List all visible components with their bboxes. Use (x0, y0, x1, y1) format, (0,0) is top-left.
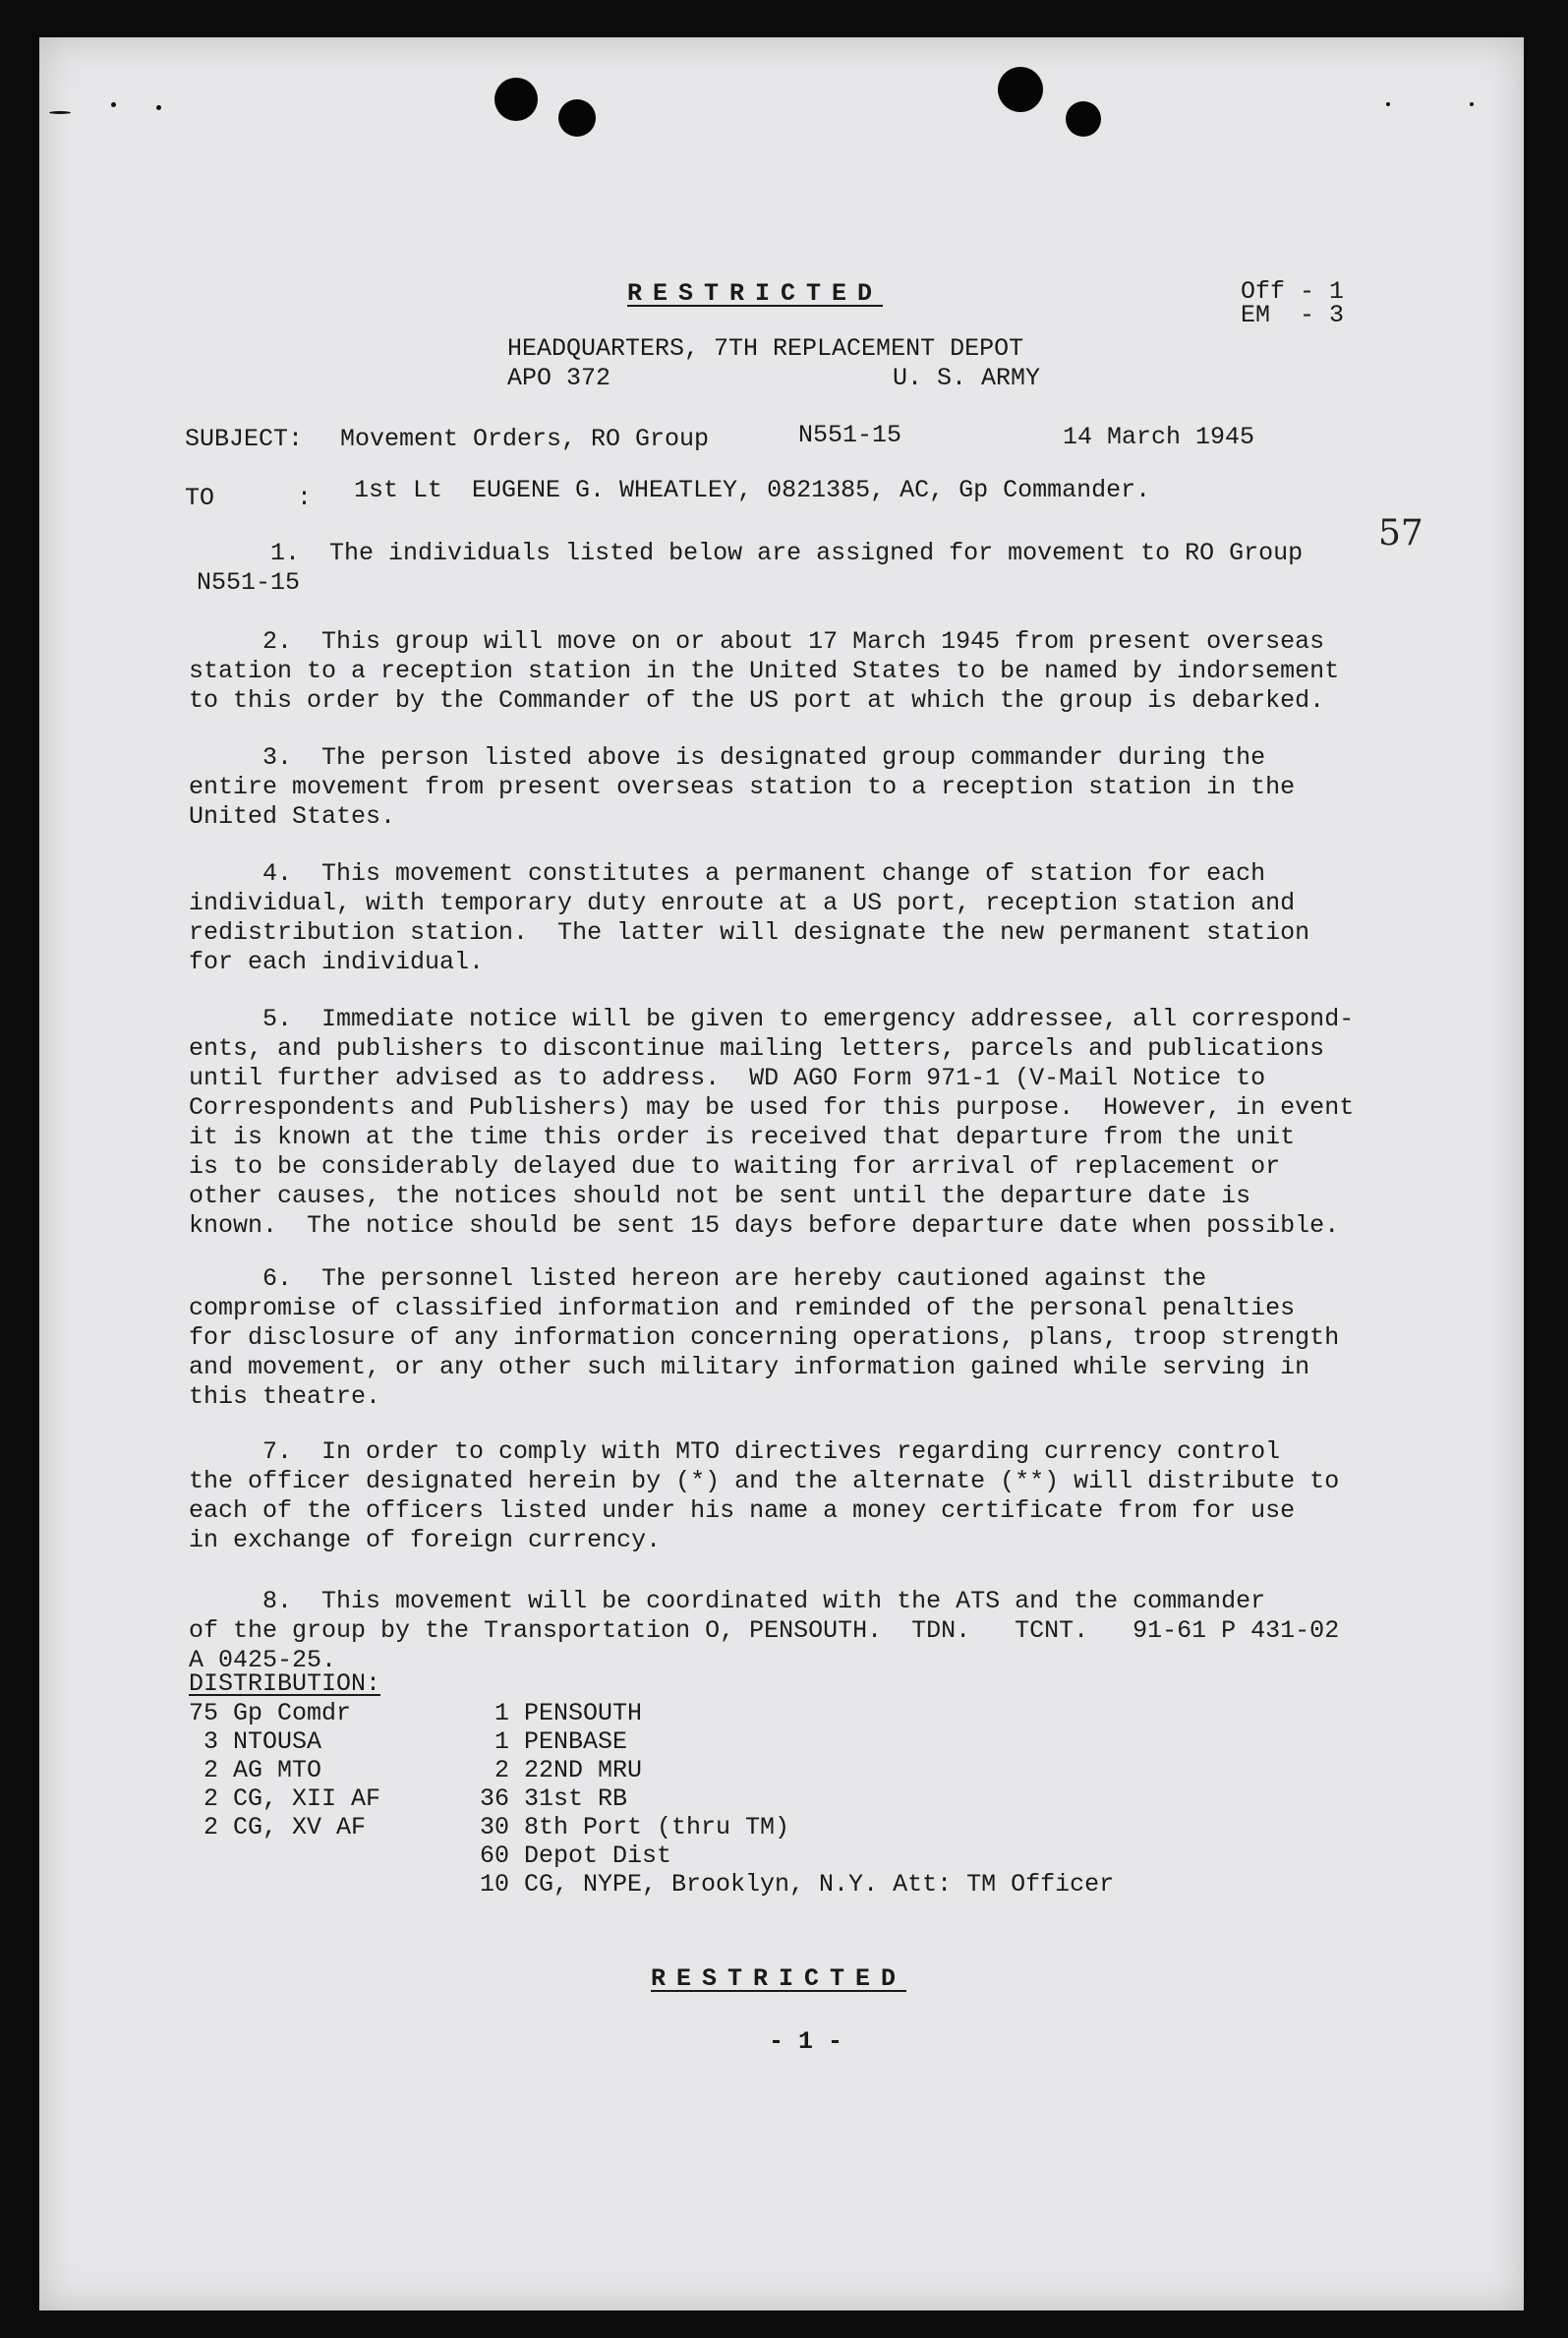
subject-label: SUBJECT: (185, 425, 304, 453)
classification-bottom: RESTRICTED (651, 1964, 907, 1993)
distribution-item: 1 PENSOUTH (480, 1699, 643, 1727)
speck (111, 102, 116, 107)
distribution-item: 30 8th Port (thru TM) (480, 1813, 790, 1841)
distribution-item: 36 31st RB (480, 1784, 628, 1813)
subject-date: 14 March 1945 (1063, 423, 1255, 451)
to-addressee: 1st Lt EUGENE G. WHEATLEY, 0821385, AC, Gp Commander. (354, 476, 1151, 504)
paragraph-4: 4. This movement constitutes a permanent change of station for each individual, with temporary duty enroute at a US port, reception station and redistribution station. The latter will designate the new permanent station for each individual. (189, 859, 1310, 976)
paragraph-5: 5. Immediate notice will be given to emergency addressee, all correspond- ents, and publishers to discontinue mailing letters, parcels and publications until further advised as to address. WD AGO Form 971-1 (V-Mail Notice to Correspondents and Publishers) may be used for this purpose. However, in event it is known at the time this order is received that departure from the unit is to be considerably delayed due to waiting for arrival of replacement or other causes, the notices should not be sent until the departure date is known. The notice should be sent 15 days before departure date when possible. (189, 1005, 1355, 1240)
subject-number: N551-15 (798, 421, 902, 449)
subject-text: Movement Orders, RO Group (340, 425, 710, 453)
copies-off: Off - 1 (1241, 277, 1345, 306)
distribution-item: 2 CG, XII AF (189, 1784, 381, 1813)
punch-hole-right-2 (1066, 101, 1101, 137)
page-number: - 1 - (769, 2027, 843, 2056)
paragraph-7: 7. In order to comply with MTO directives regarding currency control the officer designated herein by (*) and the alternate (**) will distribute to each of the officers listed under his name a money certificate from for use in exchange of foreign currency. (189, 1437, 1340, 1554)
speck (156, 105, 161, 110)
distribution-item: 2 22ND MRU (480, 1756, 643, 1784)
punch-hole-right-1 (998, 67, 1043, 112)
copies-em: EM - 3 (1241, 301, 1345, 329)
distribution-item: 75 Gp Comdr (189, 1699, 352, 1727)
distribution-item: 2 AG MTO (189, 1756, 322, 1784)
to-colon: : (297, 484, 313, 512)
hq-line-1: HEADQUARTERS, 7TH REPLACEMENT DEPOT (507, 334, 1024, 363)
speck (1386, 102, 1390, 106)
distribution-item: 1 PENBASE (480, 1727, 628, 1756)
punch-hole-left-2 (558, 99, 596, 137)
paragraph-8: 8. This movement will be coordinated with the ATS and the commander of the group by the Transportation O, PENSOUTH. TDN. TCNT. 91-61 P 431-02 A 0425-25. (189, 1587, 1340, 1674)
speck (1470, 102, 1474, 106)
paragraph-6: 6. The personnel listed hereon are hereby cautioned against the compromise of classified information and reminded of the personal penalties for disclosure of any information concerning operations, plans, troop strength and movement, or any other such military information gained while serving in this theatre. (189, 1264, 1340, 1411)
speck (49, 111, 71, 114)
distribution-label: DISTRIBUTION: (189, 1669, 381, 1698)
distribution-item: 10 CG, NYPE, Brooklyn, N.Y. Att: TM Officer (480, 1870, 1115, 1899)
paragraph-3: 3. The person listed above is designated group commander during the entire movement from present overseas station to a reception station in the United States. (189, 743, 1296, 831)
classification-top: RESTRICTED (627, 279, 884, 308)
hq-apo: APO 372 (507, 364, 611, 392)
distribution-item: 60 Depot Dist (480, 1841, 672, 1870)
handwritten-number: 57 (1378, 513, 1423, 554)
paragraph-2: 2. This group will move on or about 17 March 1945 from present overseas station to a reception station in the United States to be named by indorsement to this order by the Commander of the US port at which the group is debarked. (189, 627, 1340, 715)
document-page (39, 37, 1524, 2310)
hq-army: U. S. ARMY (893, 364, 1041, 392)
distribution-item: 2 CG, XV AF (189, 1813, 367, 1841)
punch-hole-left-1 (494, 78, 538, 121)
to-label: TO (185, 484, 215, 512)
paragraph-1: 1. The individuals listed below are assigned for movement to RO Group N551-15 (197, 539, 1304, 597)
distribution-item: 3 NTOUSA (189, 1727, 322, 1756)
